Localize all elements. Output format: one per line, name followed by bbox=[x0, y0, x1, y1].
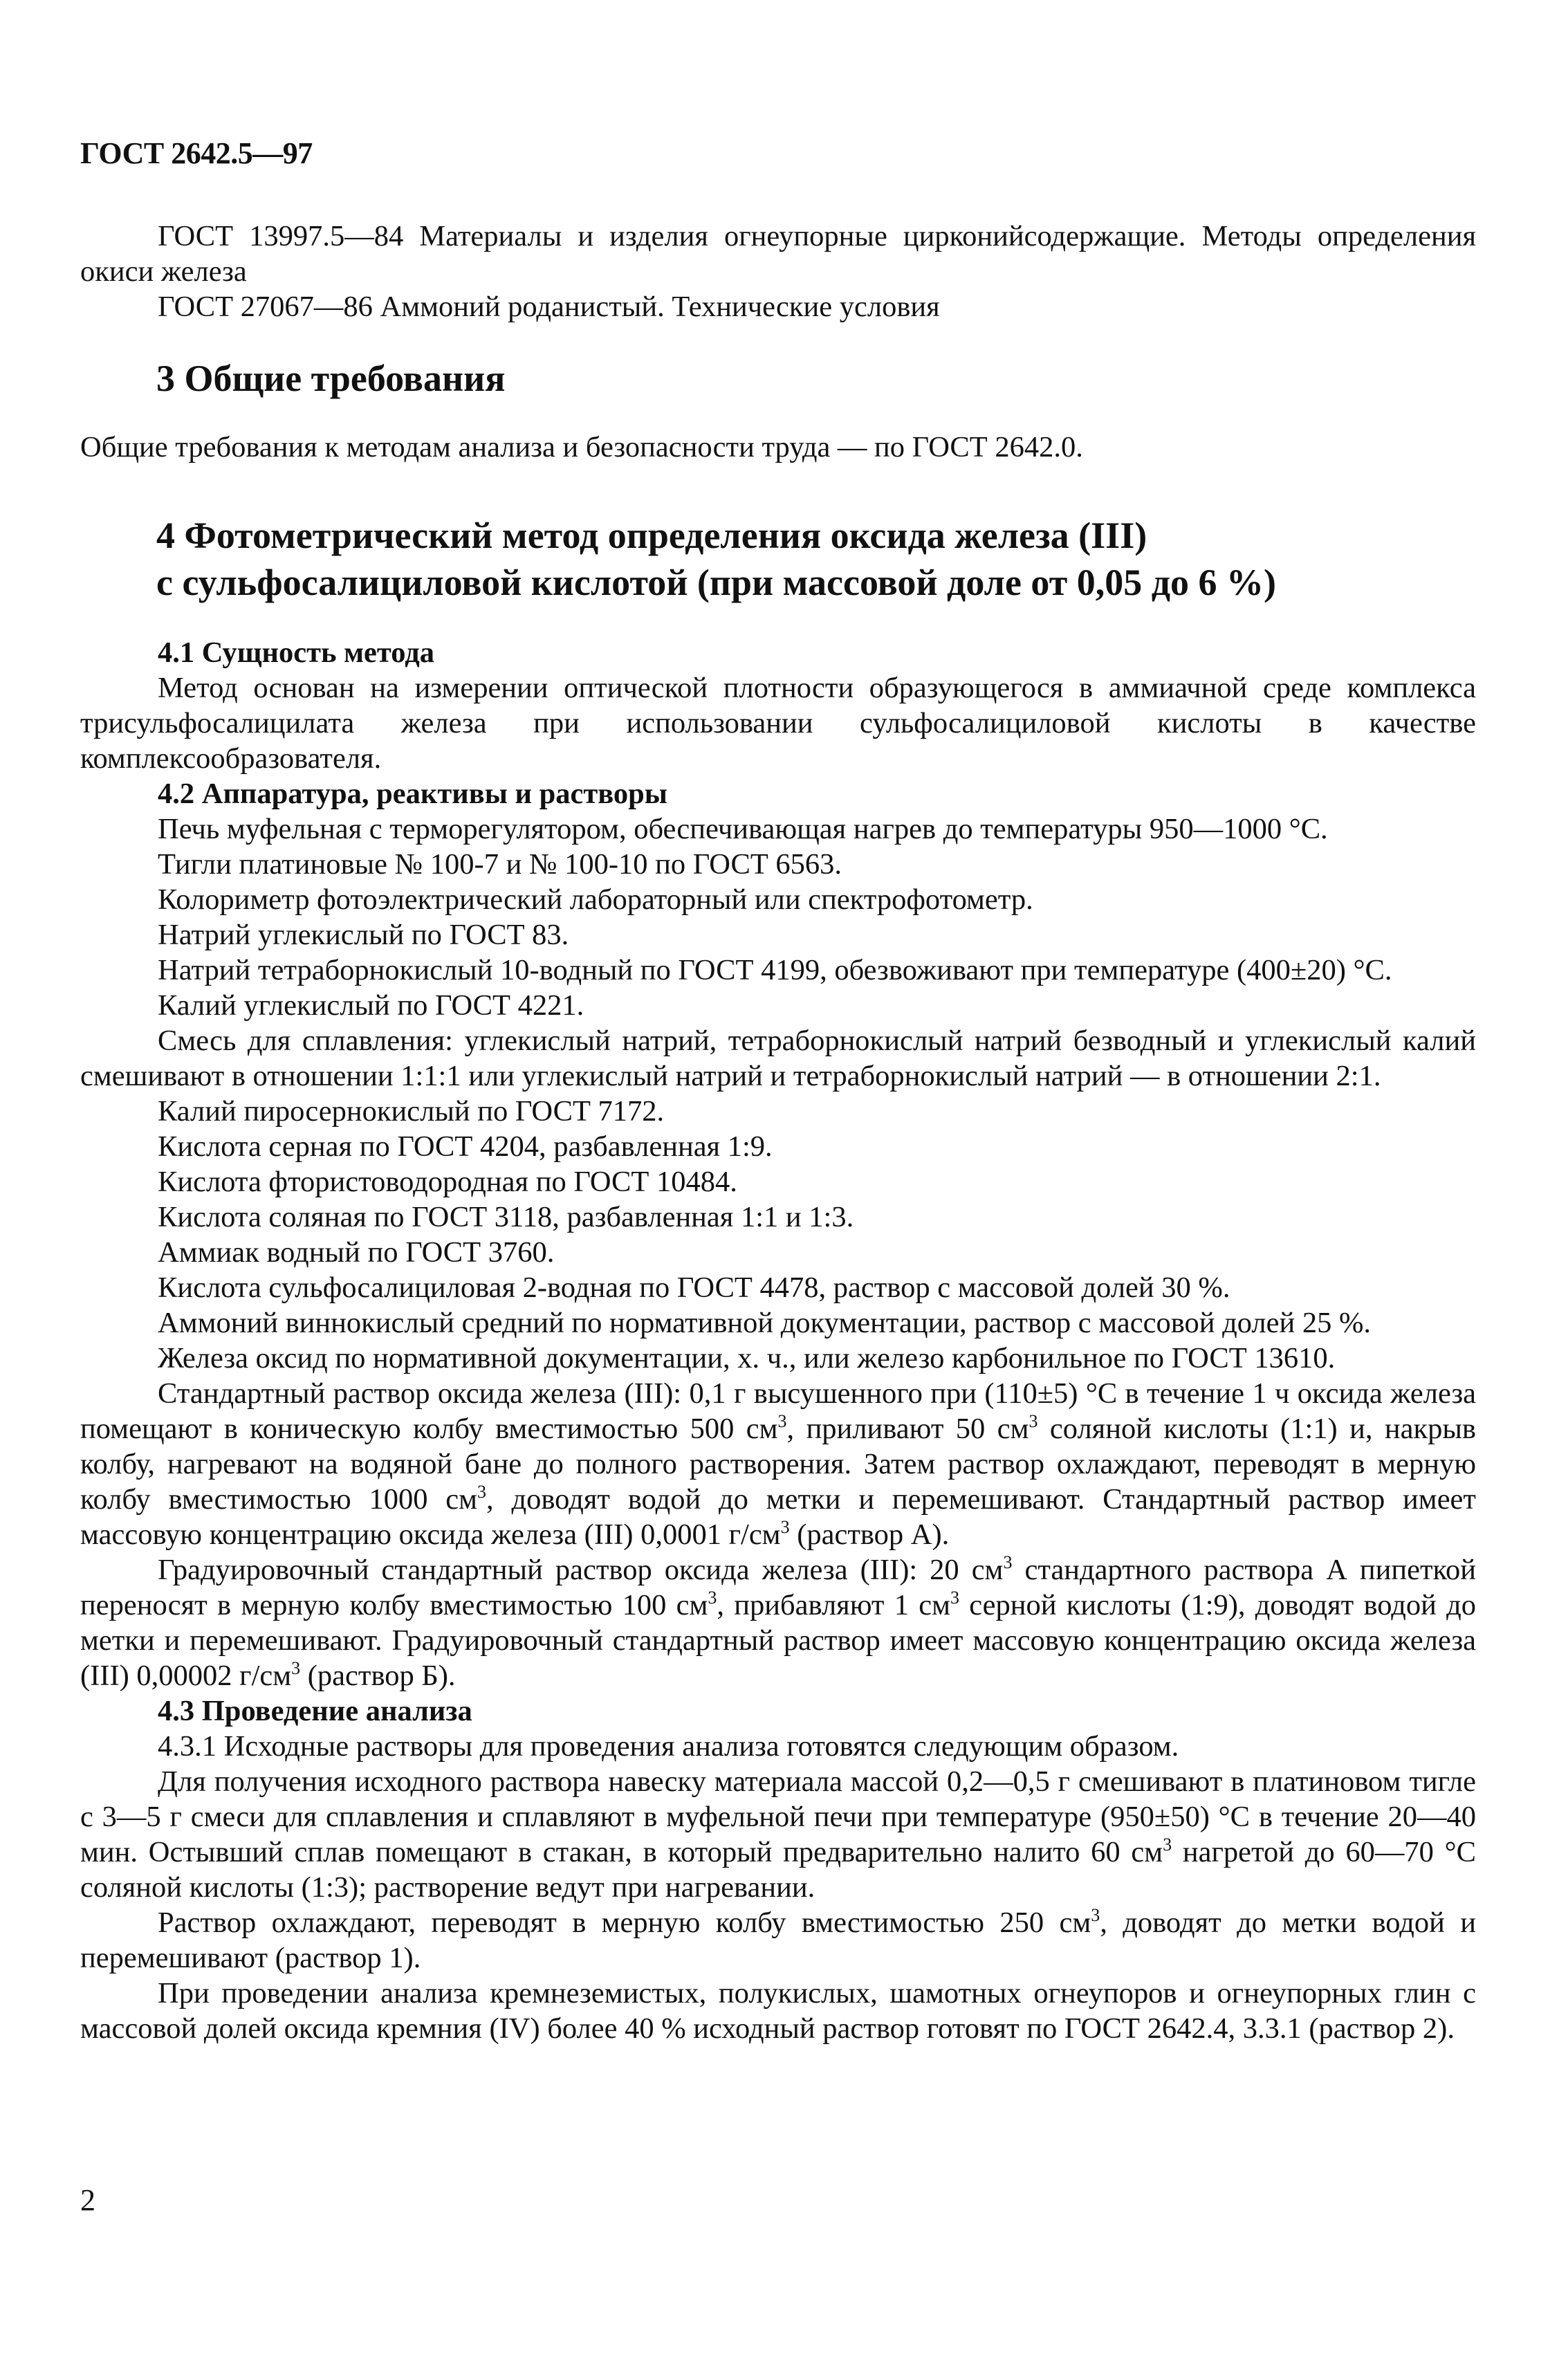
section-3-text-block bbox=[80, 430, 1476, 465]
reagent-item: Смесь для сплавления: углекислый натрий, тетраборнокислый натрий безводный и углекислый калий смешивают в отношении 1:1:1 или углекислый натрий и тетраборнокислый натрий — в отношении 2:1. bbox=[80, 1024, 1476, 1092]
reagent-item: Кислота фтористоводородная по ГОСТ 10484. bbox=[158, 1166, 737, 1198]
subsection-4-2-title: 4.2 Аппаратура, реактивы и растворы bbox=[158, 778, 667, 810]
reagent-item: Калий углекислый по ГОСТ 4221. bbox=[158, 989, 584, 1022]
page-number: 2 bbox=[80, 2183, 95, 2217]
equipment-item: Тигли платиновые № 100-7 и № 100-10 по ГОСТ 6563. bbox=[158, 848, 842, 881]
section-4-heading bbox=[156, 512, 1276, 606]
reagent-item: Железа оксид по нормативной документации, х. ч., или железо карбонильное по ГОСТ 13610. bbox=[158, 1342, 1336, 1375]
section-4-heading-line1: 4 Фотометрический метод определения оксида железа (III) bbox=[156, 515, 1147, 556]
reagent-item: Натрий тетраборнокислый 10-водный по ГОСТ 4199, обезвоживают при температуре (400±20) °С. bbox=[158, 954, 1392, 986]
section-4-body bbox=[80, 635, 1476, 2046]
standard-solution-a-paragraph: Стандартный раствор оксида железа (III): 0,1 г высушенного при (110±5) °С в течение 1 ч оксида железа помещают в коническую колбу вместимостью 500 $см^3$, приливают 50 $см^3$ соляной кислоты (1:1) и, накрыв колбу, нагревают на водяной бане до полного растворения. Затем раствор охлаждают, переводят в мерную колбу вместимостью 1000 $см^3$, доводят водой до метки и перемешивают. Стандартный раствор имеет массовую концентрацию оксида железа (III) 0,0001 $г/см^3$ (раствор А). bbox=[80, 1377, 1476, 1551]
document-header: ГОСТ 2642.5—97 bbox=[80, 136, 313, 170]
reagent-item: Кислота серная по ГОСТ 4204, разбавленная 1:9. bbox=[158, 1130, 773, 1163]
reagent-item: Аммиак водный по ГОСТ 3760. bbox=[158, 1236, 555, 1269]
reagent-item: Кислота соляная по ГОСТ 3118, разбавленная 1:1 и 1:3. bbox=[158, 1201, 854, 1233]
subsection-4-1-text: Метод основан на измерении оптической плотности образующегося в аммиачной среде комплекса трисульфосалицилата железа при использовании сульфосалициловой кислоты в качестве комплексообразователя. bbox=[80, 672, 1476, 775]
reagent-item: Калий пиросернокислый по ГОСТ 7172. bbox=[158, 1095, 665, 1128]
reagent-item: Кислота сульфосалициловая 2-водная по ГОСТ 4478, раствор с массовой долей 30 %. bbox=[158, 1271, 1230, 1304]
solution-1-paragraph: Раствор охлаждают, переводят в мерную колбу вместимостью 250 $см^3$, доводят до метки водой и перемешивают (раствор 1). bbox=[80, 1905, 1477, 1974]
fusion-procedure-paragraph: Для получения исходного раствора навеску материала массой 0,2—0,5 г смешивают в платиновом тигле с 3—5 г смеси для сплавления и сплавляют в муфельной печи при температуре (950±50) °С в течение 20—40 мин. Остывший сплав помещают в стакан, в который предварительно налито 60 $см^3$ нагретой до 60—70 °С соляной кислоты (1:3); растворение ведут при нагревании. bbox=[80, 1765, 1476, 1904]
equipment-item: Печь муфельная с терморегулятором, обеспечивающая нагрев до температуры 950—1000 °С. bbox=[158, 813, 1328, 845]
section-3-text: Общие требования к методам анализа и безопасности труда — по ГОСТ 2642.0. bbox=[80, 431, 1083, 463]
section-4-heading-line2: с сульфосалициловой кислотой (при массовой доле от 0,05 до 6 %) bbox=[156, 562, 1277, 603]
reference-list bbox=[80, 219, 1476, 324]
section-3-heading: 3 Общие требования bbox=[156, 358, 506, 399]
reagent-item: Аммоний виннокислый средний по нормативной документации, раствор с массовой долей 25 %. bbox=[158, 1307, 1371, 1339]
standard-solution-b-paragraph: Градуировочный стандартный раствор оксида железа (III): 20 $см^3$ стандартного раствора А пипеткой переносят в мерную колбу вместимостью 100 $см^3$, прибавляют 1 $см^3$ серной кислоты (1:9), доводят водой до метки и перемешивают. Градуировочный стандартный раствор имеет массовую концентрацию оксида железа (III) 0,00002 $г/см^3$ (раствор Б). bbox=[80, 1552, 1477, 1692]
subsection-4-3-title: 4.3 Проведение анализа bbox=[158, 1695, 472, 1727]
reference-item: ГОСТ 13997.5—84 Материалы и изделия огнеупорные цирконийсодержащие. Методы определения окиси железа bbox=[80, 220, 1476, 288]
paragraph-4-3-1: 4.3.1 Исходные растворы для проведения анализа готовятся следующим образом. bbox=[158, 1730, 1179, 1763]
reagent-item: Натрий углекислый по ГОСТ 83. bbox=[158, 919, 569, 951]
solution-2-paragraph: При проведении анализа кремнеземистых, полукислых, шамотных огнеупоров и огнеупорных глин с массовой долей оксида кремния (IV) более 40 % исходный раствор готовят по ГОСТ 2642.4, 3.3.1 (раствор 2). bbox=[80, 1977, 1476, 2045]
reference-item: ГОСТ 27067—86 Аммоний роданистый. Технические условия bbox=[158, 291, 940, 323]
equipment-item: Колориметр фотоэлектрический лабораторный или спектрофотометр. bbox=[158, 883, 1033, 916]
subsection-4-1-title: 4.1 Сущность метода bbox=[158, 636, 434, 669]
